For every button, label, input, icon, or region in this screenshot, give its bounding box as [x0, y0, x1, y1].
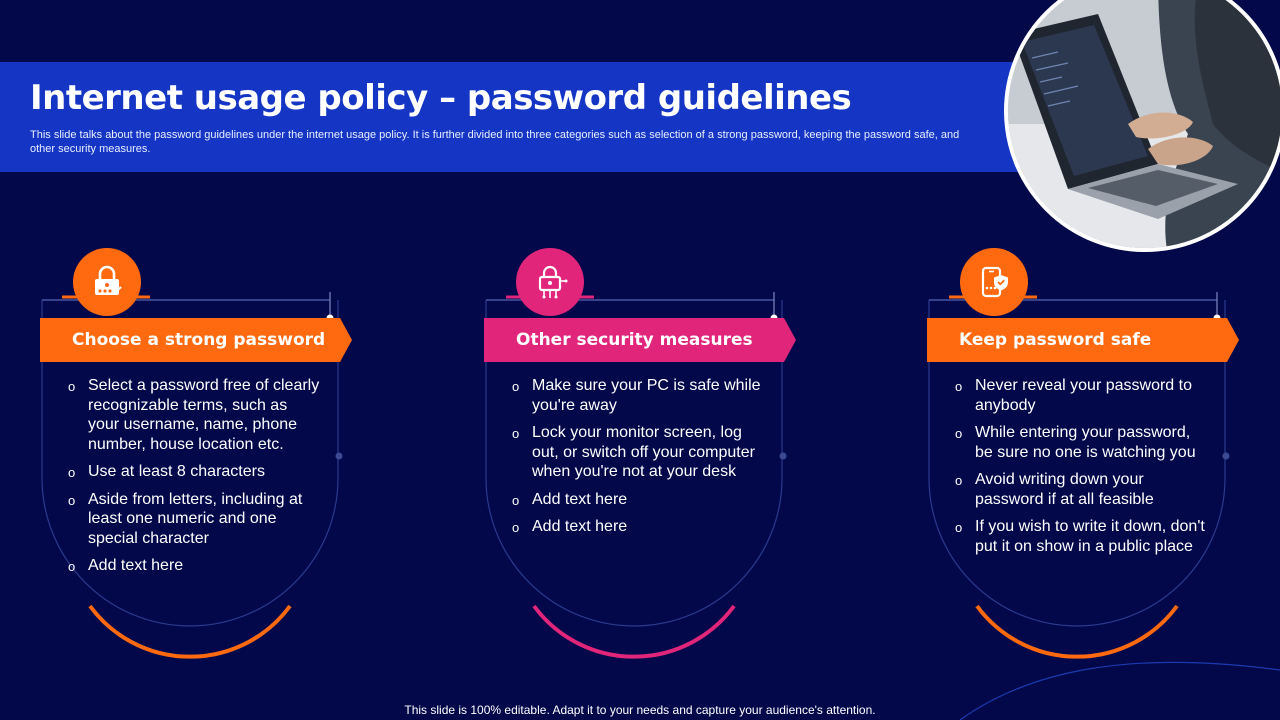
page-title: Internet usage policy – password guidelines — [30, 78, 852, 118]
page-subtitle: This slide talks about the password guidelines under the internet usage policy. It is further divided into three categories such as selection of a strong password, keeping the password safe, and other security measures. — [30, 129, 960, 155]
card-bullet-list — [512, 376, 764, 545]
card-heading: Keep password safe — [959, 330, 1152, 350]
list-item: o Aside from letters, including at least one numeric and one special character — [68, 490, 303, 547]
card-choose-strong-password — [40, 248, 360, 648]
footer-note: This slide is 100% editable. Adapt it to your needs and capture your audience's attention. — [404, 703, 876, 717]
list-item: o Add text here — [512, 490, 764, 510]
list-item: o Select a password free of clearly recognizable terms, such as your username, name, phone number, house location etc. — [68, 377, 320, 453]
bullet-icon: o — [512, 379, 520, 394]
bullet-icon: o — [512, 520, 520, 535]
list-item: o While entering your password, be sure no one is watching you — [955, 424, 1196, 461]
card-bullet-list — [955, 376, 1207, 564]
bullet-icon: o — [955, 473, 963, 488]
list-item: o Add text here — [68, 556, 320, 576]
card-heading: Other security measures — [516, 330, 753, 350]
padlock-password-icon — [73, 248, 141, 316]
hacker-laptop-photo — [1004, 0, 1280, 252]
list-item: o Make sure your PC is safe while you're away — [512, 377, 761, 414]
bullet-icon: o — [512, 492, 520, 508]
bullet-icon: o — [955, 426, 963, 441]
list-item: o Avoid writing down your password if at all feasible — [955, 471, 1154, 508]
card-keep-password-safe — [927, 248, 1247, 648]
bullet-icon: o — [68, 559, 76, 574]
bullet-icon: o — [68, 465, 76, 480]
bullet-icon: o — [955, 379, 963, 394]
list-item: o Use at least 8 characters — [68, 462, 320, 482]
list-item: o Add text here — [512, 517, 764, 537]
card-heading: Choose a strong password — [72, 330, 326, 350]
bullet-icon: o — [68, 492, 76, 508]
card-other-security-measures — [484, 248, 804, 648]
bullet-icon: o — [512, 426, 520, 441]
bullet-icon: o — [68, 379, 76, 394]
phone-shield-icon — [960, 248, 1028, 316]
list-item: o Never reveal your password to anybody — [955, 377, 1192, 414]
card-bullet-list — [68, 376, 320, 584]
list-item: o If you wish to write it down, don't put it on show in a public place — [955, 518, 1205, 555]
list-item: o Lock your monitor screen, log out, or switch off your computer when you're not at your desk — [512, 424, 755, 480]
circuit-lock-icon — [516, 248, 584, 316]
bullet-icon: o — [955, 520, 963, 535]
